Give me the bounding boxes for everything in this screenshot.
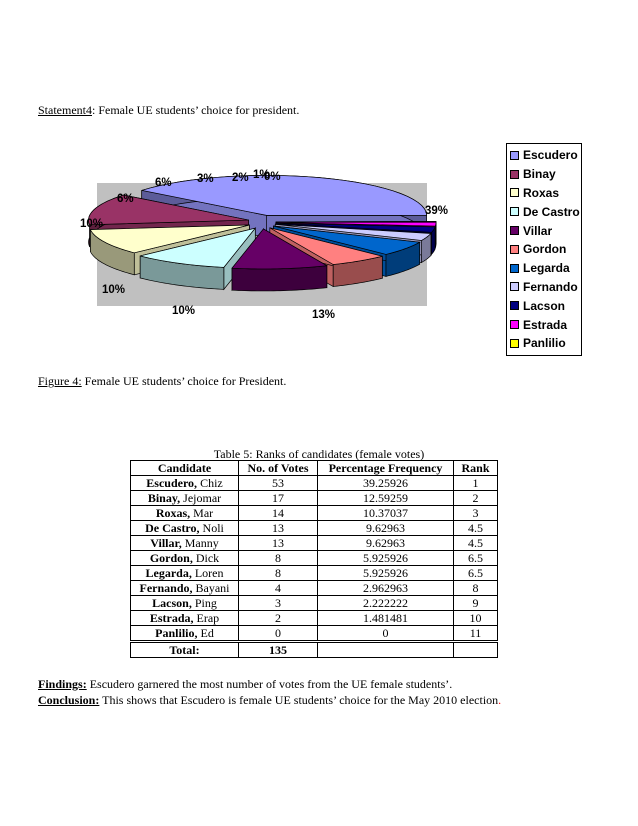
votes-cell: 0 xyxy=(239,626,318,642)
legend-swatch xyxy=(510,207,519,216)
conclusion-period: . xyxy=(498,693,502,707)
pie-slice-label: 2% xyxy=(232,172,249,184)
table-row xyxy=(131,491,498,506)
findings-line xyxy=(38,676,501,692)
pie-slice-label: 0% xyxy=(264,171,281,183)
legend-label: Roxas xyxy=(523,185,560,200)
conclusion-line xyxy=(38,692,501,708)
legend-swatch xyxy=(510,151,519,160)
pie-slice-label: 1% xyxy=(253,169,270,181)
pie-slice-label: 10% xyxy=(102,284,126,296)
candidate-last: Legarda, xyxy=(145,566,192,580)
findings-block xyxy=(38,676,501,708)
candidate-first: Manny xyxy=(181,536,219,550)
votes-cell: 4 xyxy=(239,581,318,596)
candidate-cell xyxy=(131,611,239,626)
candidate-first: Ed xyxy=(197,626,214,640)
legend-label: Estrada xyxy=(523,317,568,332)
candidate-first: Chiz xyxy=(197,476,223,490)
rank-cell: 6.5 xyxy=(454,551,498,566)
candidate-last: Panlilio, xyxy=(155,626,198,640)
candidate-first: Mar xyxy=(190,506,214,520)
col-candidate: Candidate xyxy=(131,461,239,476)
candidate-last: Estrada, xyxy=(149,611,194,625)
rank-cell: 11 xyxy=(454,626,498,642)
table-row xyxy=(131,506,498,521)
legend-item xyxy=(507,184,581,203)
legend-swatch xyxy=(510,188,519,197)
candidate-last: Gordon, xyxy=(149,551,193,565)
legend-swatch xyxy=(510,301,519,310)
rank-cell: 9 xyxy=(454,596,498,611)
pct-cell: 5.925926 xyxy=(318,566,454,581)
table-row xyxy=(131,551,498,566)
table-row xyxy=(131,566,498,581)
conclusion-label: Conclusion: xyxy=(38,693,100,707)
candidate-cell xyxy=(131,626,239,642)
conclusion-text: This shows that Escudero is female UE students’ choice for the May 2010 election xyxy=(99,693,499,707)
col-votes: No. of Votes xyxy=(239,461,318,476)
statement-label: Statement4 xyxy=(38,103,92,117)
candidate-cell xyxy=(131,551,239,566)
table-caption: Table 5: Ranks of candidates (female votes) xyxy=(213,447,425,461)
figure-caption xyxy=(38,374,286,389)
rank-cell: 2 xyxy=(454,491,498,506)
votes-cell: 17 xyxy=(239,491,318,506)
rank-cell: 10 xyxy=(454,611,498,626)
legend-swatch xyxy=(510,226,519,235)
pct-cell: 39.25926 xyxy=(318,476,454,491)
col-percentage: Percentage Frequency xyxy=(318,461,454,476)
col-rank: Rank xyxy=(454,461,498,476)
pct-cell: 2.962963 xyxy=(318,581,454,596)
pct-cell: 1.481481 xyxy=(318,611,454,626)
legend-label: Fernando xyxy=(523,279,578,294)
votes-cell: 14 xyxy=(239,506,318,521)
table-header-row xyxy=(131,461,498,476)
candidate-last: Lacson, xyxy=(152,596,192,610)
pie-slice-label: 6% xyxy=(117,193,134,205)
candidate-cell xyxy=(131,521,239,536)
table-row xyxy=(131,611,498,626)
total-row xyxy=(131,642,498,658)
pie-slice-label: 10% xyxy=(172,305,196,317)
legend-item xyxy=(507,165,581,184)
table-row xyxy=(131,536,498,551)
rank-cell: 3 xyxy=(454,506,498,521)
legend-swatch xyxy=(510,170,519,179)
candidate-last: Fernando, xyxy=(139,581,193,595)
votes-cell: 53 xyxy=(239,476,318,491)
total-pct-empty xyxy=(318,642,454,658)
candidate-first: Jejomar xyxy=(180,491,222,505)
figure-text: Female UE students’ choice for President. xyxy=(81,374,287,388)
table-row xyxy=(131,626,498,642)
legend-label: Villar xyxy=(523,223,553,238)
table-row xyxy=(131,596,498,611)
candidate-cell xyxy=(131,491,239,506)
table-row xyxy=(131,581,498,596)
candidate-last: De Castro, xyxy=(145,521,200,535)
pie-slice-side xyxy=(232,266,327,291)
candidate-first: Ping xyxy=(191,596,217,610)
legend-item xyxy=(507,315,581,334)
legend-item xyxy=(507,221,581,240)
candidate-first: Noli xyxy=(199,521,224,535)
legend-swatch xyxy=(510,264,519,273)
votes-cell: 2 xyxy=(239,611,318,626)
statement-text: : Female UE students’ choice for president. xyxy=(92,103,300,117)
pct-cell: 10.37037 xyxy=(318,506,454,521)
votes-cell: 13 xyxy=(239,521,318,536)
pie-slice-label: 3% xyxy=(197,173,214,185)
legend-label: Gordon xyxy=(523,242,567,257)
rank-cell: 4.5 xyxy=(454,521,498,536)
legend-label: Escudero xyxy=(523,148,578,163)
candidate-last: Roxas, xyxy=(155,506,191,520)
legend-label: Lacson xyxy=(523,298,566,313)
figure-label: Figure 4: xyxy=(38,374,82,388)
pct-cell: 2.222222 xyxy=(318,596,454,611)
pie-slice-label: 39% xyxy=(425,205,449,217)
legend-label: Legarda xyxy=(523,261,570,276)
findings-text: Escudero garnered the most number of votes from the UE female students’. xyxy=(86,677,453,691)
legend-swatch xyxy=(510,320,519,329)
legend-item xyxy=(507,202,581,221)
total-label: Total: xyxy=(131,642,239,658)
pie-legend xyxy=(506,143,582,356)
rank-cell: 1 xyxy=(454,476,498,491)
candidate-cell xyxy=(131,536,239,551)
candidate-first: Bayani xyxy=(192,581,230,595)
votes-cell: 8 xyxy=(239,566,318,581)
candidate-first: Dick xyxy=(192,551,220,565)
candidate-cell xyxy=(131,566,239,581)
pct-cell: 12.59259 xyxy=(318,491,454,506)
table-row xyxy=(131,521,498,536)
total-votes: 135 xyxy=(239,642,318,658)
pct-cell: 0 xyxy=(318,626,454,642)
candidate-last: Escudero, xyxy=(146,476,198,490)
legend-swatch xyxy=(510,245,519,254)
votes-cell: 8 xyxy=(239,551,318,566)
pie-slice-label: 13% xyxy=(312,309,336,321)
candidate-last: Binay, xyxy=(147,491,181,505)
candidate-last: Villar, xyxy=(150,536,182,550)
pie-slice-label: 10% xyxy=(80,218,104,230)
legend-label: Binay xyxy=(523,167,556,182)
votes-cell: 3 xyxy=(239,596,318,611)
candidate-first: Loren xyxy=(191,566,224,580)
candidate-cell xyxy=(131,596,239,611)
findings-label: Findings: xyxy=(38,677,87,691)
legend-label: Panlilio xyxy=(523,336,566,351)
candidate-cell xyxy=(131,506,239,521)
legend-label: De Castro xyxy=(523,204,580,219)
legend-swatch xyxy=(510,282,519,291)
rank-cell: 8 xyxy=(454,581,498,596)
legend-item xyxy=(507,296,581,315)
rank-cell: 6.5 xyxy=(454,566,498,581)
candidate-cell xyxy=(131,581,239,596)
legend-swatch xyxy=(510,339,519,348)
pct-cell: 9.62963 xyxy=(318,536,454,551)
ranks-table xyxy=(130,460,498,658)
pie-slice-label: 6% xyxy=(155,177,172,189)
candidate-cell xyxy=(131,476,239,491)
table-row xyxy=(131,476,498,491)
legend-item xyxy=(507,146,581,165)
legend-item xyxy=(507,240,581,259)
votes-cell: 13 xyxy=(239,536,318,551)
rank-cell: 4.5 xyxy=(454,536,498,551)
legend-item xyxy=(507,334,581,353)
pct-cell: 9.62963 xyxy=(318,521,454,536)
legend-item xyxy=(507,278,581,297)
legend-item xyxy=(507,259,581,278)
pct-cell: 5.925926 xyxy=(318,551,454,566)
total-rank-empty xyxy=(454,642,498,658)
candidate-first: Erap xyxy=(193,611,220,625)
